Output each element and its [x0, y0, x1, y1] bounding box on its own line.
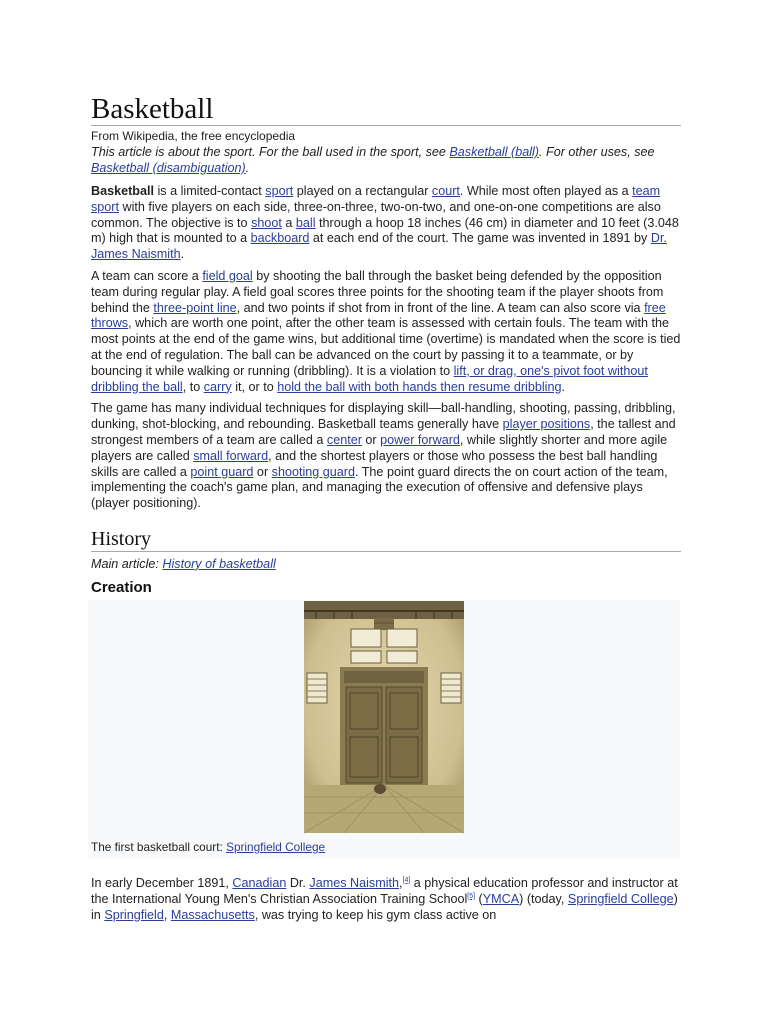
paragraph-scoring: A team can score a field goal by shooting the ball through the basket being defended by the opposition team during regular play. A field goal scores three points for the shooting team if the player shoots from behind the three-point line, and two points if shot from in front of the line. A team can also score via free throws, which are worth one point, after the other team is assessed with certain fouls. The team with the most points at the end of the game wins, but additional time (overtime) is mandated when the score is tied at the end of regulation. The ball can be advanced on the court by passing it to a teammate, or by bouncing it while walking or running (dribbling). It is a violation to lift, or drag, one's pivot foot without dribbling the ball, to carry it, or to hold the ball with both hands then resume dribbling.: [91, 268, 681, 394]
link-springfield-college-caption[interactable]: Springfield College: [226, 839, 326, 854]
link-basketball-ball[interactable]: Basketball (ball): [449, 145, 540, 159]
link-center[interactable]: center: [326, 432, 362, 447]
link-double-dribble[interactable]: hold the ball with both hands then resume dribbling: [277, 379, 562, 394]
hatnote-text: . For other uses, see: [539, 145, 655, 159]
bold-term: Basketball: [91, 184, 154, 198]
section-divider: [91, 551, 681, 552]
figure-caption: The first basketball court: Springfield College: [91, 839, 326, 854]
subsection-heading-creation: Creation: [91, 578, 152, 596]
page-title: Basketball: [91, 93, 214, 125]
link-shooting-guard[interactable]: shooting guard: [271, 464, 355, 479]
link-history-of-basketball[interactable]: History of basketball: [162, 556, 276, 571]
link-player-positions[interactable]: player positions: [502, 417, 591, 432]
link-canadian[interactable]: Canadian: [232, 875, 287, 890]
link-traveling[interactable]: lift, or drag, one's pivot foot without dribbling the ball: [91, 363, 648, 394]
link-field-goal[interactable]: field goal: [202, 268, 253, 283]
footnote-ref-5[interactable]: [5]: [467, 892, 476, 900]
link-backboard[interactable]: backboard: [250, 231, 310, 246]
link-team-sport[interactable]: team sport: [91, 184, 661, 214]
paragraph-positions: The game has many individual techniques for displaying skill—ball-handling, shooting, passing, dribbling, dunking, shot-blocking, and rebounding. Basketball teams generally have player positions, the tallest and strongest members of a team are called a center or power forward, while slightly shorter and more agile players are called small forward, and the shortest players or those who possess the best ball handling skills are called a point guard or shooting guard. The point guard directs the on court action of the team, implementing the coach's game plan, and managing the execution of offensive and defensive plays (player positioning).: [91, 401, 676, 511]
link-dr-james-naismith[interactable]: Dr. James Naismith: [91, 231, 667, 262]
link-ymca[interactable]: YMCA: [482, 891, 520, 906]
link-court[interactable]: court: [431, 184, 460, 198]
section-heading-history: History: [91, 527, 151, 550]
hatnote-text: .: [245, 161, 250, 175]
link-sport[interactable]: sport: [265, 184, 294, 198]
link-basketball-disambiguation[interactable]: Basketball (disambiguation): [91, 161, 246, 175]
link-carry[interactable]: carry: [203, 379, 232, 394]
figure-first-court: [88, 600, 680, 858]
article-body: [91, 92, 681, 929]
link-small-forward[interactable]: small forward: [193, 448, 269, 463]
link-shoot[interactable]: shoot: [251, 215, 282, 230]
link-springfield[interactable]: Springfield: [104, 907, 164, 922]
link-james-naismith[interactable]: James Naismith: [309, 875, 399, 890]
paragraph-intro: Basketball is a limited-contact sport played on a rectangular court. While most often played as a team sport with five players on each side, three-on-three, two-on-two, and one-on-one competitions are also common. The objective is to shoot a ball through a hoop 18 inches (46 cm) in diameter and 10 feet (3.048 m) high that is mounted to a backboard at each end of the court. The game was invented in 1891 by Dr. James Naismith.: [91, 184, 679, 262]
hatnote: [91, 144, 681, 176]
link-ball[interactable]: ball: [295, 215, 316, 230]
paragraph-creation: In early December 1891, Canadian Dr. James Naismith,[4] a physical education professor and instructor at the International Young Men's Christian Association Training School[5] (YMCA) (today, Springfield College) in Springfield, Massachusetts, was trying to keep his gym class active on: [91, 875, 678, 922]
first-court-photo[interactable]: [304, 601, 464, 833]
link-point-guard[interactable]: point guard: [190, 464, 254, 479]
link-power-forward[interactable]: power forward: [380, 432, 460, 447]
hatnote-text: This article is about the sport. For the ball used in the sport, see: [91, 145, 450, 159]
site-subtitle: From Wikipedia, the free encyclopedia: [91, 129, 296, 143]
link-springfield-college[interactable]: Springfield College: [567, 891, 674, 906]
main-article-note: Main article: History of basketball: [91, 556, 276, 571]
link-free-throws[interactable]: free throws: [91, 300, 666, 331]
link-massachusetts[interactable]: Massachusetts: [170, 907, 255, 922]
link-three-point-line[interactable]: three-point line: [153, 300, 237, 315]
footnote-ref-4[interactable]: [4]: [402, 876, 411, 884]
